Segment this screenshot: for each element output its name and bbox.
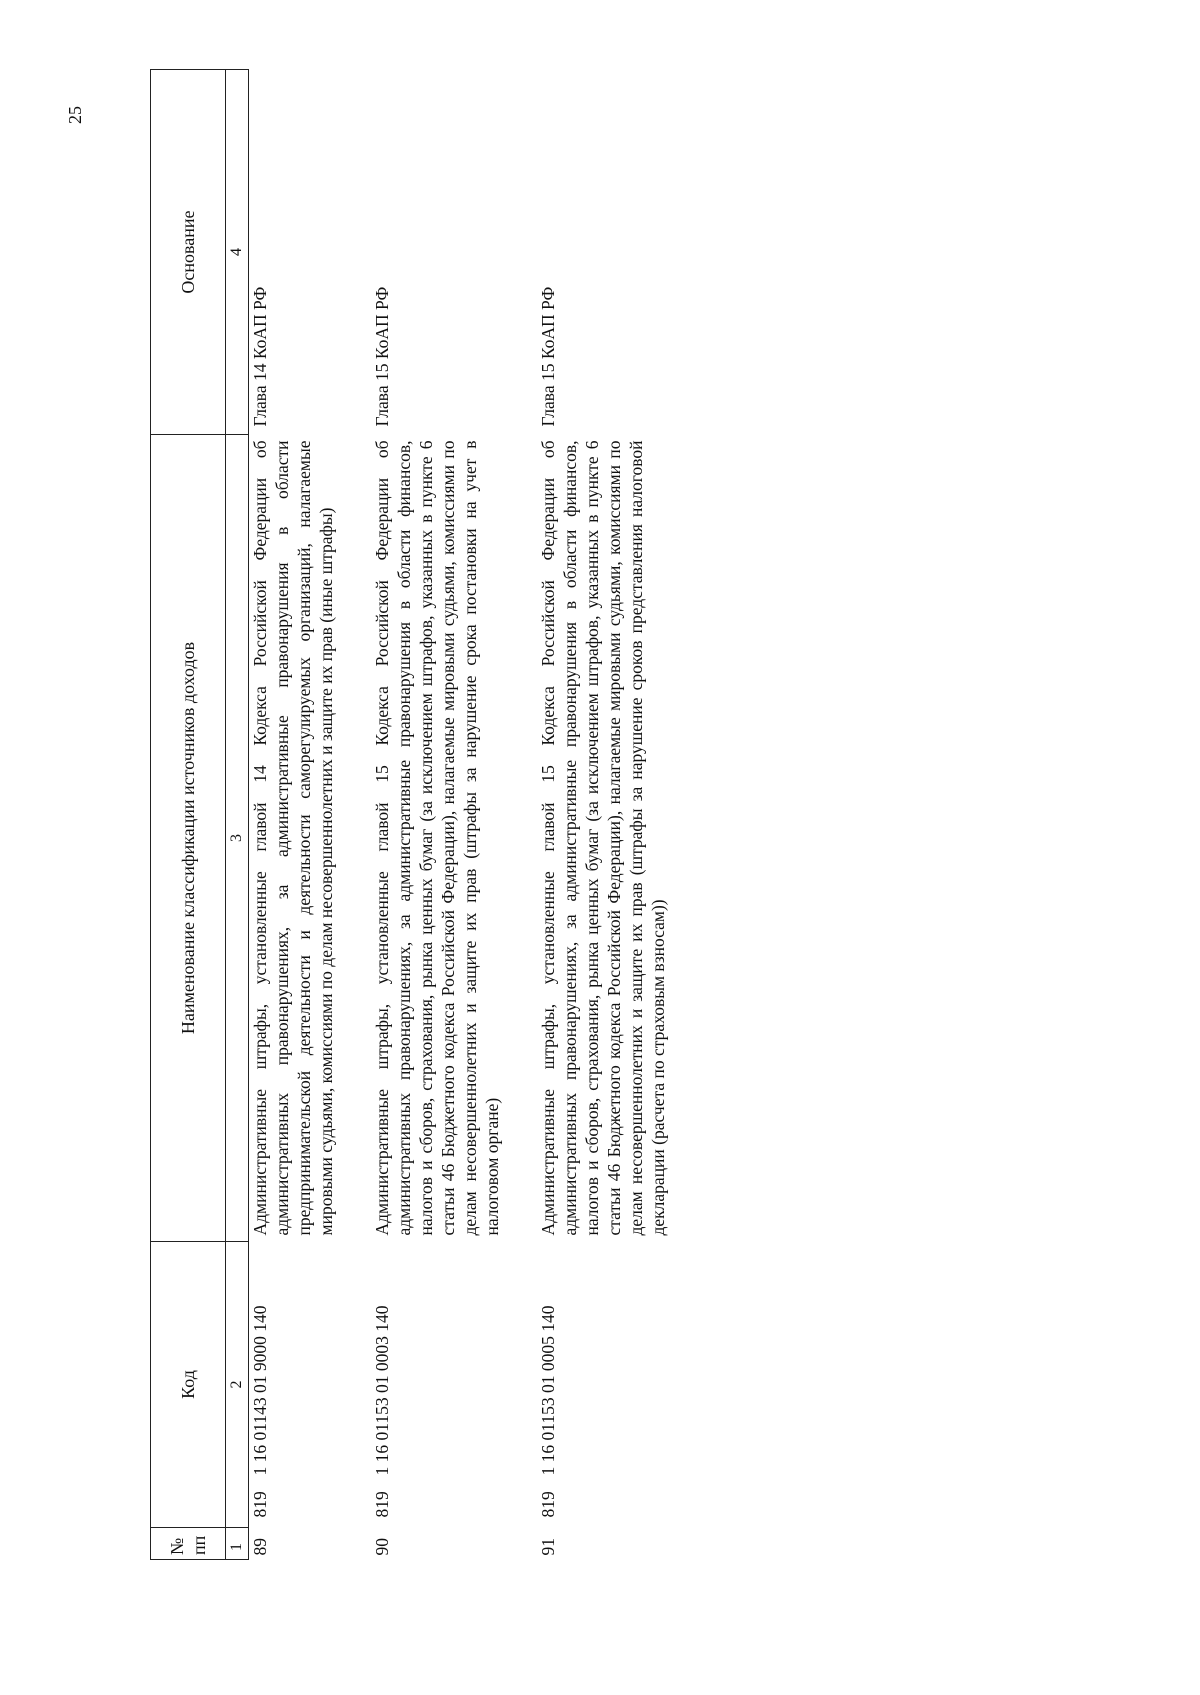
- row-number: 90: [372, 1538, 392, 1556]
- revenue-sources-table: [150, 69, 703, 1560]
- revenue-name: Административные штрафы, установленные главой 14 Кодекса Российской Федерации об административных правонарушениях, за административные правонарушения в области предпринимательской деятельности и деятельности саморегулируемых организаций, налагаемые мировыми судьями, комиссиями по делам несовершеннолетних и защите их прав (иные штрафы): [250, 440, 336, 1236]
- column-number-row: [226, 70, 249, 1560]
- column-number-3: 3: [226, 435, 249, 1242]
- header-basis: Основание: [151, 70, 226, 435]
- header-number-abbr: пп: [189, 1535, 209, 1555]
- revenue-code: 1 16 01153 01 0005 140: [538, 1305, 558, 1476]
- admin-code: 819: [250, 1491, 270, 1518]
- header-name: Наименование классификации источников доходов: [151, 435, 226, 1242]
- revenue-code: 1 16 01143 01 9000 140: [250, 1305, 270, 1476]
- legal-basis: Глава 15 КоАП РФ: [372, 286, 392, 427]
- row-number: 91: [538, 1538, 558, 1556]
- revenue-code: 1 16 01153 01 0003 140: [372, 1305, 392, 1476]
- column-number-1: 1: [226, 1528, 249, 1560]
- admin-code: 819: [538, 1491, 558, 1518]
- legal-basis: Глава 14 КоАП РФ: [250, 286, 270, 427]
- admin-code: 819: [372, 1491, 392, 1518]
- table-row: [371, 70, 537, 1560]
- table-header-row: [151, 70, 226, 1560]
- header-number: [151, 1528, 226, 1560]
- header-number-symbol: №: [167, 1537, 187, 1555]
- page-number: 25: [65, 106, 85, 124]
- revenue-name: Административные штрафы, установленные главой 15 Кодекса Российской Федерации об административных правонарушениях, за административные правонарушения в области финансов, налогов и сборов, страхования, рынка ценных бумаг (за исключением штрафов, указанных в пункте 6 статьи 46 Бюджетного кодекса Российской Федерации), налагаемые мировыми судьями, комиссиями по делам несовершеннолетних и защите их прав (штрафы за нарушение срока постановки на учет в налоговом органе): [372, 440, 502, 1236]
- table-row: [249, 70, 372, 1560]
- rotated-landscape-page: [150, 70, 930, 1560]
- legal-basis: Глава 15 КоАП РФ: [538, 286, 558, 427]
- column-number-2: 2: [226, 1242, 249, 1528]
- table-row: [537, 70, 703, 1560]
- column-number-4: 4: [226, 70, 249, 435]
- header-code: Код: [151, 1242, 226, 1528]
- revenue-name: Административные штрафы, установленные главой 15 Кодекса Российской Федерации об административных правонарушениях, за административные правонарушения в области финансов, налогов и сборов, страхования, рынка ценных бумаг (за исключением штрафов, указанных в пункте 6 статьи 46 Бюджетного кодекса Российской Федерации), налагаемые мировыми судьями, комиссиями по делам несовершеннолетних и защите их прав (штрафы за нарушение сроков представления налоговой декларации (расчета по страховым взносам)): [538, 440, 668, 1236]
- row-number: 89: [250, 1538, 270, 1556]
